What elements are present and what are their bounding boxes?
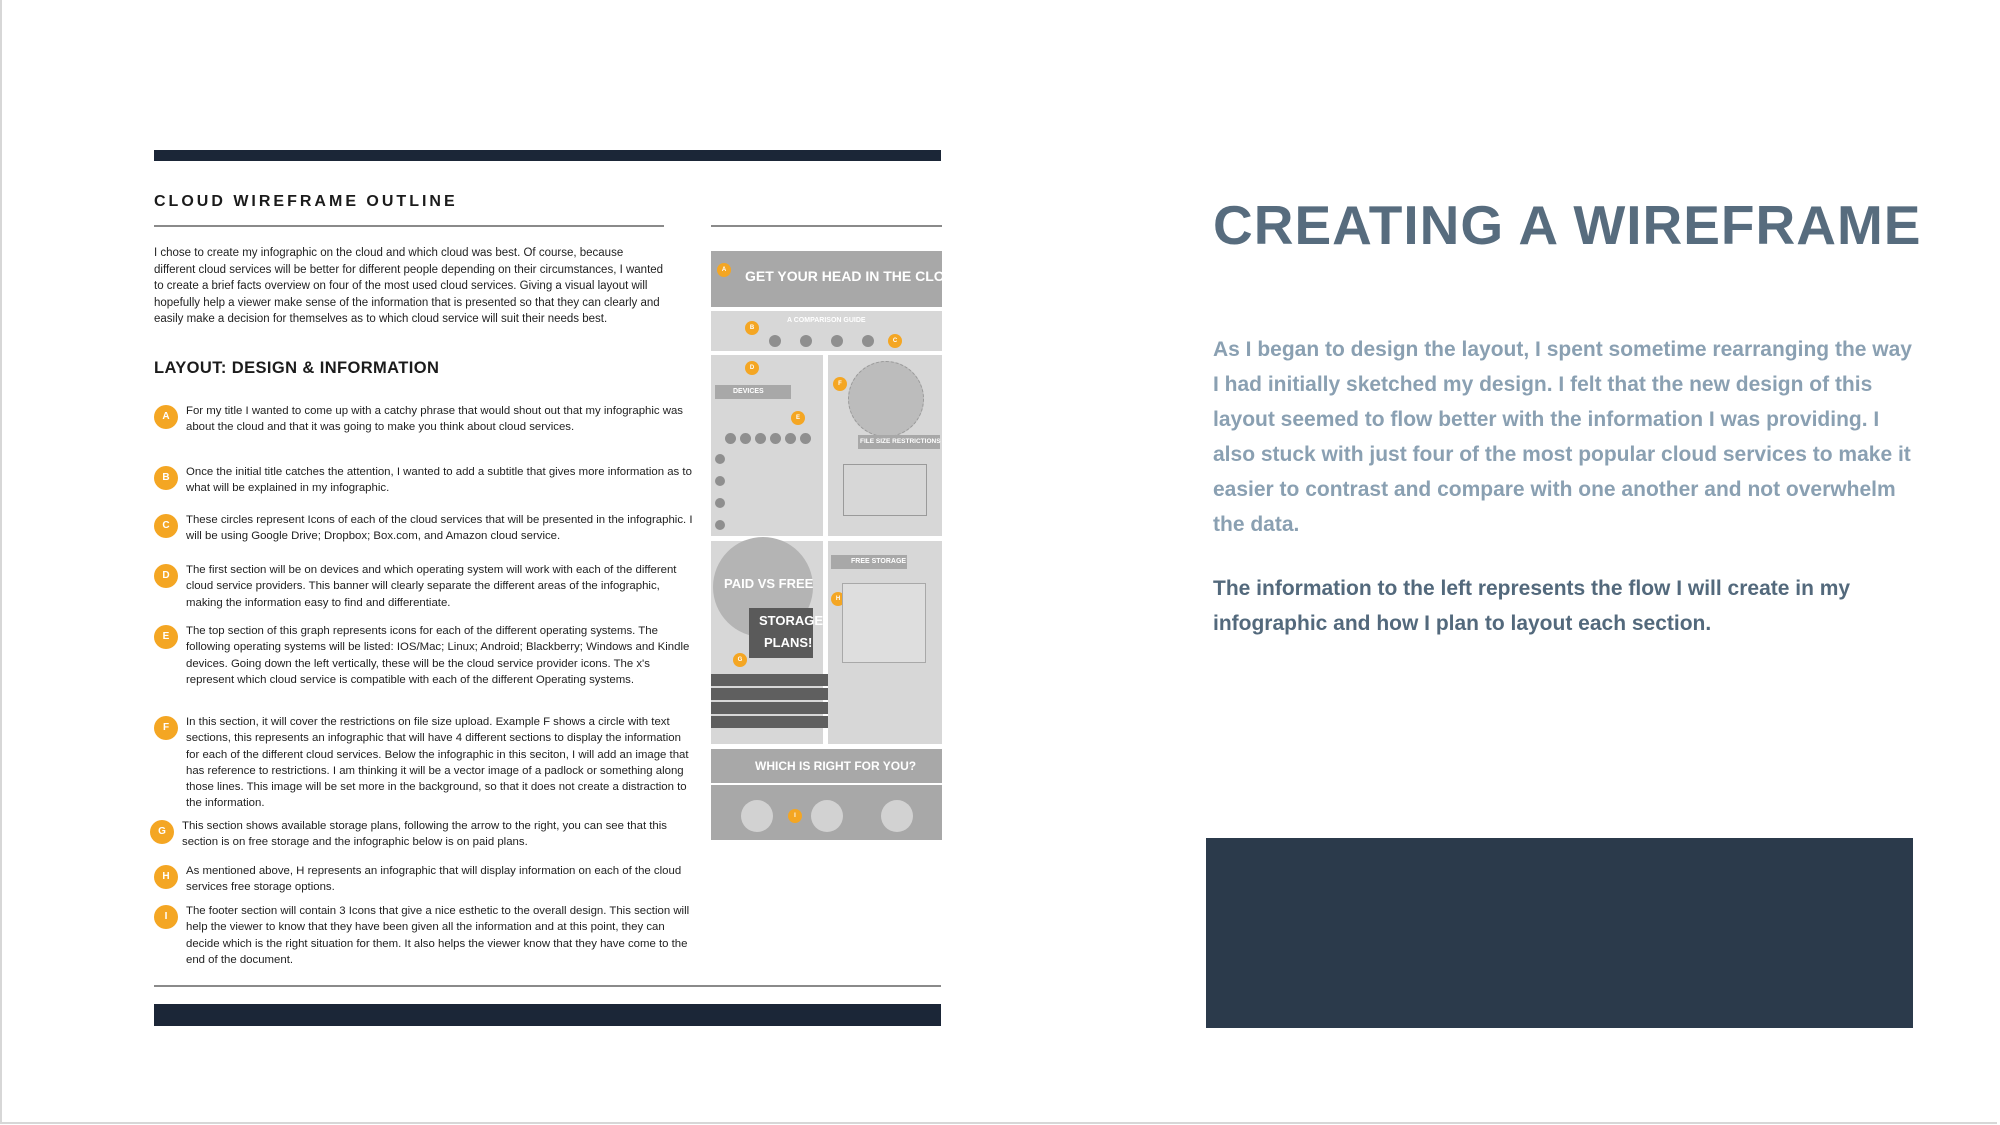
bottom-navy-bar <box>154 1004 941 1026</box>
outline-text-h: As mentioned above, H represents an infographic that will display information on each of the cloud services free storage options. <box>186 865 682 894</box>
wire-cloud-circle <box>769 335 781 347</box>
wire-devices-label: DEVICES <box>733 388 764 395</box>
wire-pin-g: G <box>733 653 747 667</box>
wire-image-placeholder <box>843 464 927 516</box>
wire-os-icon <box>725 433 736 444</box>
paragraph-flow-note: The information to the left represents the flow I will create in my infographic and how I plan to layout each section. <box>1213 577 1851 635</box>
outline-text-d: The first section will be on devices and which operating system will work with each of the different cloud service providers. This banner will clearly separate the different areas of the infographic, making the information easy to find and differentiate. <box>186 564 677 609</box>
wire-pin-f: F <box>833 377 847 391</box>
wireframe-divider <box>711 225 942 227</box>
outline-item-a <box>154 403 694 436</box>
wire-paid-free-text: PAID VS FREE <box>724 576 814 591</box>
wire-cloud-circle <box>862 335 874 347</box>
badge-g: G <box>150 820 174 844</box>
outline-text-c: These circles represent Icons of each of the cloud services that will be presented in the infographic. I will be using Google Drive; Dropbox; Box.com, and Amazon cloud service. <box>186 514 693 543</box>
outline-text-b: Once the initial title catches the attention, I wanted to add a subtitle that gives more information as to what will be explained in my infographic. <box>186 466 692 495</box>
outline-text-i: The footer section will contain 3 Icons that give a nice esthetic to the overall design. This section will help the viewer to know that they have been given all the information and at this point, they can decide which is the right situation for them. It also helps the viewer know that they have come to the end of the document. <box>186 905 690 966</box>
badge-f: F <box>154 716 178 740</box>
outline-text-f: In this section, it will cover the restrictions on file size upload. Example F shows a circle with text sections, this represents an infographic that will have 4 different sections to display the information for each of the different cloud services. Below the infographic in this seciton, I will add an image that has reference to restrictions. I am thinking it will be a vector image of a padlock or something along those lines. This image will be set more in the background, so that it does not create a distraction to the information. <box>186 716 689 810</box>
wire-footer-icon <box>881 800 913 832</box>
wire-free-storage-label: FREE STORAGE <box>851 558 907 565</box>
wire-subheader-text: A COMPARISON GUIDE <box>787 317 866 324</box>
wire-provider-icon <box>715 476 725 486</box>
badge-b: B <box>154 466 178 490</box>
badge-d: D <box>154 564 178 588</box>
paragraph-design-process: As I began to design the layout, I spent sometime rearranging the way I had initially sketched my design. I felt that the new design of this layout seemed to flow better with the information I was providing. I also stuck with just four of the most popular cloud services to make it easier to contrast and compare with one another and not overwhelm the data. <box>1213 338 1912 536</box>
decorative-dark-block <box>1206 838 1913 1028</box>
outline-item-b <box>154 464 694 497</box>
wire-os-icon <box>770 433 781 444</box>
wire-provider-icon <box>715 454 725 464</box>
outline-item-e <box>154 623 694 688</box>
wire-pin-d: D <box>745 361 759 375</box>
wire-os-icon <box>800 433 811 444</box>
wire-devices-panel <box>711 355 823 536</box>
wire-free-storage-chart <box>842 583 926 663</box>
wire-footer-icon <box>741 800 773 832</box>
wire-pin-e: E <box>791 411 805 425</box>
wire-storage-line-1: STORAGE <box>759 613 824 628</box>
outline-item-c <box>154 512 694 545</box>
wire-footer-icon <box>811 800 843 832</box>
outline-text-a: For my title I wanted to come up with a catchy phrase that would shout out that my infographic was about the cloud and that it was going to make you think about cloud services. <box>186 405 684 434</box>
wire-os-icon <box>755 433 766 444</box>
wire-provider-icon <box>715 520 725 530</box>
wire-pin-b: B <box>745 321 759 335</box>
wire-pin-i: I <box>788 809 802 823</box>
bottom-divider <box>154 985 941 987</box>
outline-item-g <box>150 818 690 851</box>
title-divider <box>154 225 664 227</box>
wire-pin-h: H <box>831 592 845 606</box>
wire-os-icon <box>740 433 751 444</box>
outline-item-d <box>154 562 694 611</box>
badge-i: I <box>154 905 178 929</box>
wire-cloud-circle <box>831 335 843 347</box>
wire-storage-line-2: PLANS! <box>764 635 813 650</box>
wire-file-size-label: FILE SIZE RESTRICTIONS <box>860 438 941 445</box>
wire-pin-a: A <box>717 263 731 277</box>
wire-header-text: GET YOUR HEAD IN THE CLOUD <box>745 268 965 284</box>
wireframe-thumbnail <box>711 251 965 840</box>
badge-e: E <box>154 625 178 649</box>
badge-h: H <box>154 865 178 889</box>
slide-heading: CREATING A WIREFRAME <box>1213 194 1922 256</box>
document-intro: I chose to create my infographic on the cloud and which cloud was best. Of course, because different cloud services will be better for different people depending on their circumstances, I wanted to create a brief facts overview on four of the most used cloud services. Giving a visual layout will hopefully help a viewer make sense of the information that is presented so that they can clearly and easily make a decision for themselves as to which cloud service will suit their needs best. <box>154 247 664 325</box>
wire-cloud-circle <box>800 335 812 347</box>
outline-item-i <box>154 903 694 968</box>
wire-footer-text: WHICH IS RIGHT FOR YOU? <box>755 759 917 773</box>
wire-os-icon <box>785 433 796 444</box>
wire-section-circle <box>848 361 924 437</box>
document-title: CLOUD WIREFRAME OUTLINE <box>154 193 458 210</box>
document-subtitle: LAYOUT: DESIGN & INFORMATION <box>154 359 440 377</box>
badge-a: A <box>154 405 178 429</box>
outline-item-h <box>154 863 694 896</box>
outline-item-f <box>154 714 694 812</box>
badge-c: C <box>154 514 178 538</box>
wire-provider-icon <box>715 498 725 508</box>
outline-text-e: The top section of this graph represents icons for each of the different operating systems. The following operating systems will be listed: IOS/Mac; Linux; Android; Blackberry; Windows and Kindle devices. Going down the left vertically, these will be the cloud service provider icons. The x's represent which cloud service is compatible with each of the different Operating systems. <box>186 625 690 686</box>
outline-text-g: This section shows available storage plans, following the arrow to the right, you can see that this section is on free storage and the infographic below is on paid plans. <box>182 820 667 849</box>
wire-pin-c: C <box>888 334 902 348</box>
top-navy-bar <box>154 150 941 161</box>
